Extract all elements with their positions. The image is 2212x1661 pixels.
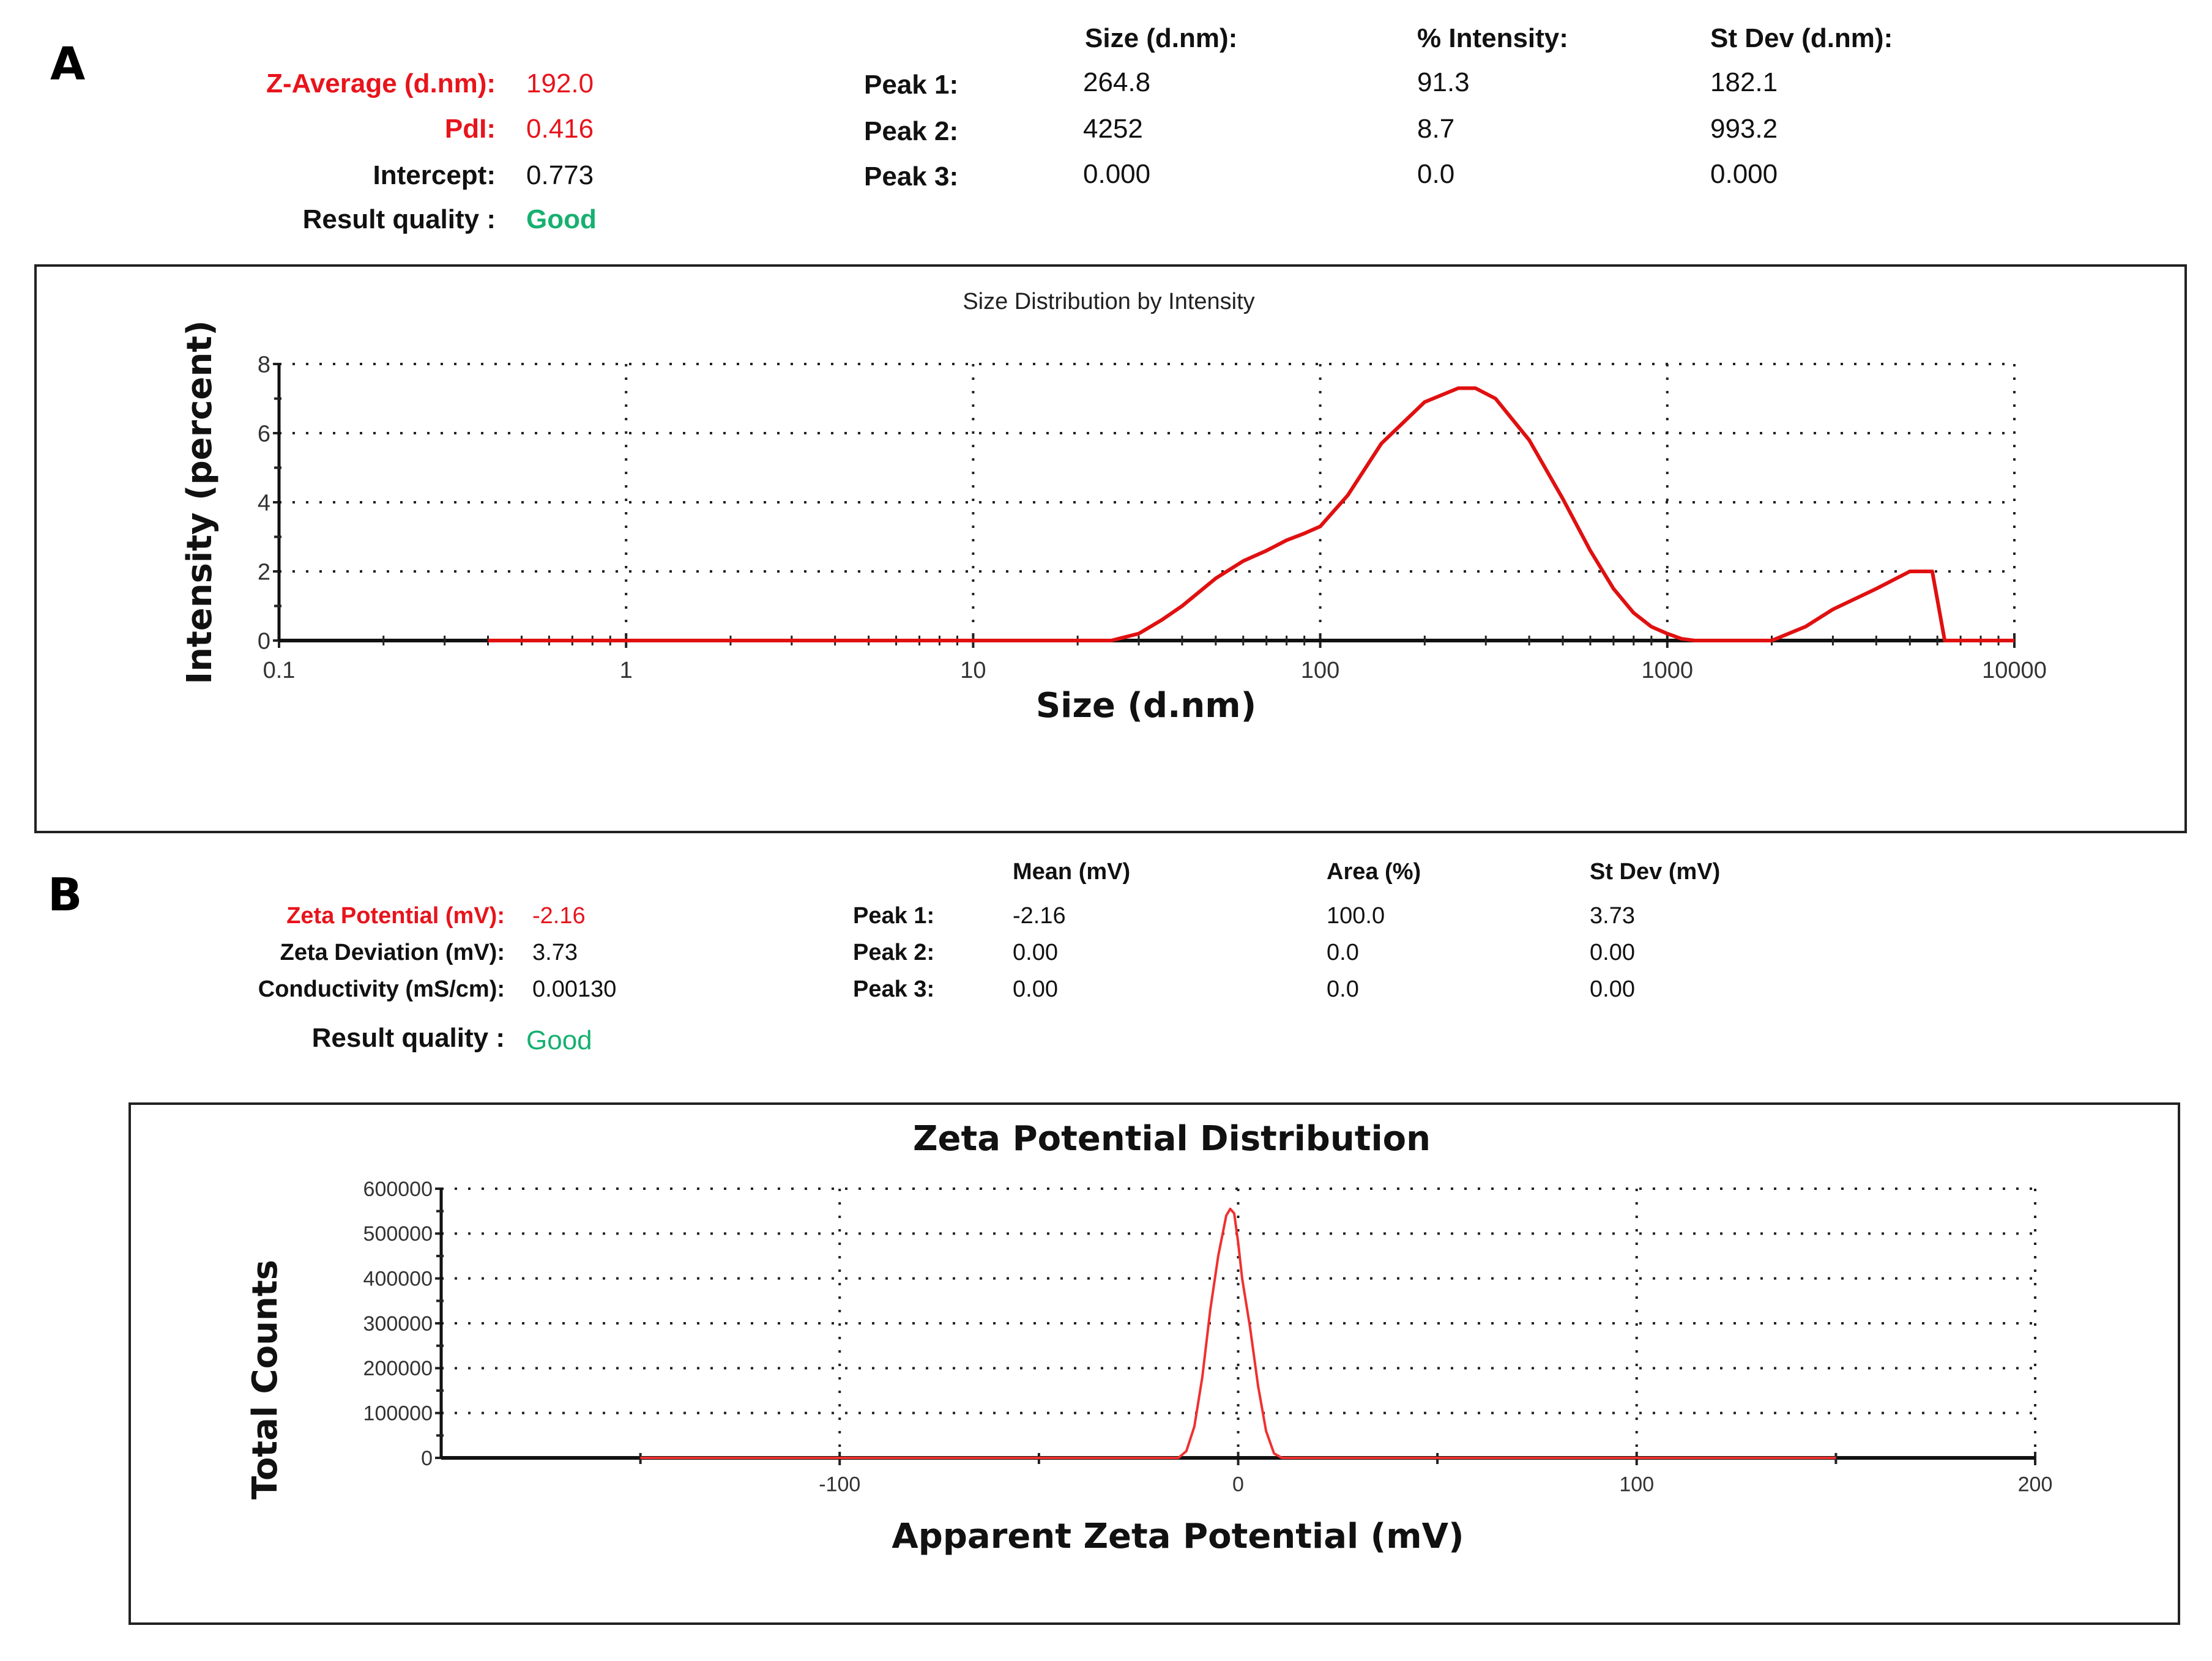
x-axis-label: Size (d.nm) <box>1035 686 1257 726</box>
svg-text:-100: -100 <box>819 1473 861 1496</box>
svg-text:1000: 1000 <box>1641 657 1694 683</box>
cell-size: 264.8 <box>1083 67 1151 97</box>
conductivity-value: 0.00130 <box>532 976 617 1002</box>
svg-text:10: 10 <box>960 657 986 683</box>
cell-mean: 0.00 <box>1013 940 1058 965</box>
svg-text:100: 100 <box>1619 1473 1655 1496</box>
col-header-area: Area (%) <box>1327 859 1421 885</box>
chart-title: Zeta Potential Distribution <box>912 1119 1431 1159</box>
svg-text:6: 6 <box>257 421 270 447</box>
cell-area: 100.0 <box>1327 903 1385 929</box>
cell-size: 4252 <box>1083 114 1143 144</box>
cell-area: 0.0 <box>1327 976 1359 1002</box>
chart-axes <box>435 1189 2035 1465</box>
zeta-potential-value: -2.16 <box>532 903 586 929</box>
result-quality-label: Result quality : <box>311 1023 505 1053</box>
svg-text:10000: 10000 <box>1982 657 2047 683</box>
pdi-value: 0.416 <box>526 114 594 144</box>
svg-text:100000: 100000 <box>363 1402 433 1425</box>
z-average-value: 192.0 <box>526 69 594 98</box>
row-label: Peak 2: <box>853 940 935 965</box>
zeta-potential-label: Zeta Potential (mV): <box>286 903 505 929</box>
svg-text:600000: 600000 <box>363 1177 433 1201</box>
svg-text:100: 100 <box>1300 657 1340 683</box>
row-label: Peak 2: <box>864 116 959 146</box>
x-axis-label: Apparent Zeta Potential (mV) <box>892 1517 1464 1556</box>
cell-stdev: 993.2 <box>1710 114 1778 144</box>
svg-text:0: 0 <box>421 1446 433 1470</box>
cell-stdev: 0.00 <box>1590 976 1635 1002</box>
cell-intensity: 8.7 <box>1417 114 1455 144</box>
col-header-size: Size (d.nm): <box>1085 23 1238 53</box>
col-header-mean: Mean (mV) <box>1013 859 1131 885</box>
cell-stdev: 182.1 <box>1710 67 1778 97</box>
col-header-intensity: % Intensity: <box>1417 23 1568 53</box>
svg-text:200000: 200000 <box>363 1357 433 1381</box>
col-header-stdev: St Dev (d.nm): <box>1710 23 1893 53</box>
result-quality-value: Good <box>526 204 597 234</box>
row-label: Peak 1: <box>864 70 959 100</box>
cell-mean: -2.16 <box>1013 903 1066 929</box>
svg-text:2: 2 <box>257 559 270 585</box>
row-label: Peak 3: <box>864 162 959 191</box>
result-quality-value: Good <box>526 1025 592 1055</box>
chart-grid <box>441 1189 2035 1458</box>
svg-text:200: 200 <box>2017 1473 2053 1496</box>
zeta-deviation-label: Zeta Deviation (mV): <box>280 940 505 965</box>
svg-text:1: 1 <box>619 657 633 683</box>
svg-text:300000: 300000 <box>363 1312 433 1336</box>
chart-title: Size Distribution by Intensity <box>963 289 1255 314</box>
cell-mean: 0.00 <box>1013 976 1058 1002</box>
pdi-label: PdI: <box>444 114 496 144</box>
y-axis-label: Intensity (percent) <box>180 320 220 685</box>
row-label: Peak 3: <box>853 976 935 1002</box>
intercept-value: 0.773 <box>526 160 594 190</box>
cell-intensity: 91.3 <box>1417 67 1470 97</box>
svg-text:4: 4 <box>257 490 270 516</box>
cell-stdev: 0.000 <box>1710 159 1778 189</box>
panel-a-letter: A <box>50 38 86 91</box>
y-axis-label: Total Counts <box>245 1260 285 1499</box>
result-quality-label: Result quality : <box>302 204 496 234</box>
svg-text:0: 0 <box>1232 1473 1244 1496</box>
cell-area: 0.0 <box>1327 940 1359 965</box>
svg-text:500000: 500000 <box>363 1222 433 1246</box>
row-label: Peak 1: <box>853 903 935 929</box>
intercept-label: Intercept: <box>373 160 496 190</box>
svg-text:0.1: 0.1 <box>263 657 296 683</box>
z-average-label: Z-Average (d.nm): <box>266 69 496 98</box>
cell-size: 0.000 <box>1083 159 1151 189</box>
svg-text:0: 0 <box>257 628 270 655</box>
cell-stdev: 3.73 <box>1590 903 1635 929</box>
svg-text:8: 8 <box>257 352 270 378</box>
conductivity-label: Conductivity (mS/cm): <box>258 976 505 1002</box>
panel-b-letter: B <box>48 869 83 921</box>
zeta-deviation-value: 3.73 <box>532 940 578 965</box>
svg-text:400000: 400000 <box>363 1267 433 1291</box>
cell-intensity: 0.0 <box>1417 159 1455 189</box>
zeta-curve <box>641 1209 1836 1458</box>
col-header-stdev: St Dev (mV) <box>1590 859 1721 885</box>
cell-stdev: 0.00 <box>1590 940 1635 965</box>
